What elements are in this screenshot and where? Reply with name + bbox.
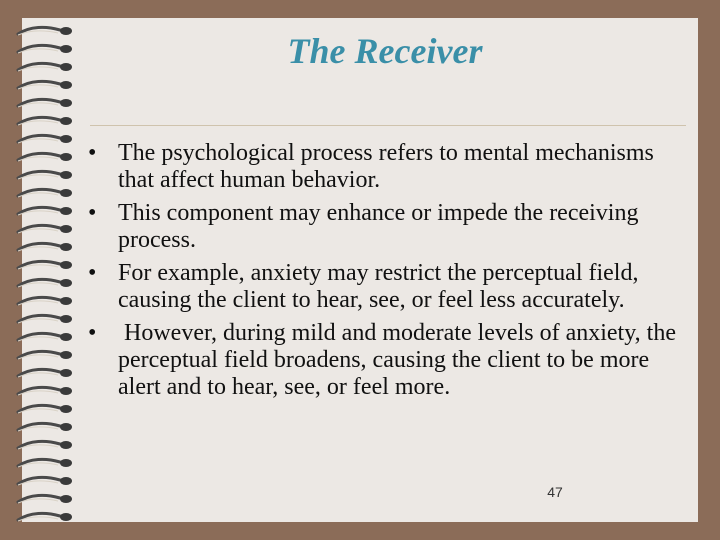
binding-ring xyxy=(18,387,72,395)
binding-ring xyxy=(18,405,72,413)
binding-ring xyxy=(18,315,72,323)
binding-ring xyxy=(18,27,72,35)
bullet-item xyxy=(88,200,688,254)
binding-ring xyxy=(18,45,72,53)
binding-ring xyxy=(18,351,72,359)
bullet-item xyxy=(88,260,688,314)
bullet-text: This component may enhance or impede the receiving process. xyxy=(118,200,639,253)
slide-title: The Receiver xyxy=(287,31,483,71)
bullet-marker: • xyxy=(88,260,97,286)
page-number: 47 xyxy=(547,484,563,500)
bullet-item xyxy=(88,320,688,401)
binding-ring xyxy=(18,99,72,107)
binding-ring xyxy=(18,459,72,467)
bullet-text: For example, anxiety may restrict the perceptual field, causing the client to hear, see, or feel less accurately. xyxy=(118,260,639,313)
binding-ring xyxy=(18,243,72,251)
binding-ring xyxy=(18,189,72,197)
binding-ring xyxy=(18,495,72,503)
spiral-binding xyxy=(0,18,78,522)
binding-ring xyxy=(18,63,72,71)
bullet-marker: • xyxy=(88,200,97,226)
bullet-marker: • xyxy=(88,320,97,346)
binding-ring xyxy=(18,117,72,125)
binding-ring xyxy=(18,261,72,269)
binding-ring xyxy=(18,153,72,161)
binding-ring xyxy=(18,513,72,521)
bullet-text: However, during mild and moderate levels of anxiety, the perceptual field broadens, causing the client to be more alert and to hear, see, or feel more. xyxy=(118,320,682,400)
binding-ring xyxy=(18,207,72,215)
bullet-marker: • xyxy=(88,140,97,166)
binding-ring xyxy=(18,279,72,287)
binding-ring xyxy=(18,297,72,305)
binding-ring xyxy=(18,135,72,143)
spiral-binding-icon xyxy=(0,18,78,522)
bullet-text: The psychological process refers to mental mechanisms that affect human behavior. xyxy=(118,140,654,193)
bullet-list xyxy=(88,140,688,407)
title-divider xyxy=(90,125,686,126)
binding-ring xyxy=(18,369,72,377)
binding-ring xyxy=(18,333,72,341)
binding-ring xyxy=(18,171,72,179)
binding-ring xyxy=(18,423,72,431)
binding-ring xyxy=(18,225,72,233)
bullet-item xyxy=(88,140,688,194)
binding-ring xyxy=(18,441,72,449)
binding-ring xyxy=(18,81,72,89)
binding-ring xyxy=(18,477,72,485)
